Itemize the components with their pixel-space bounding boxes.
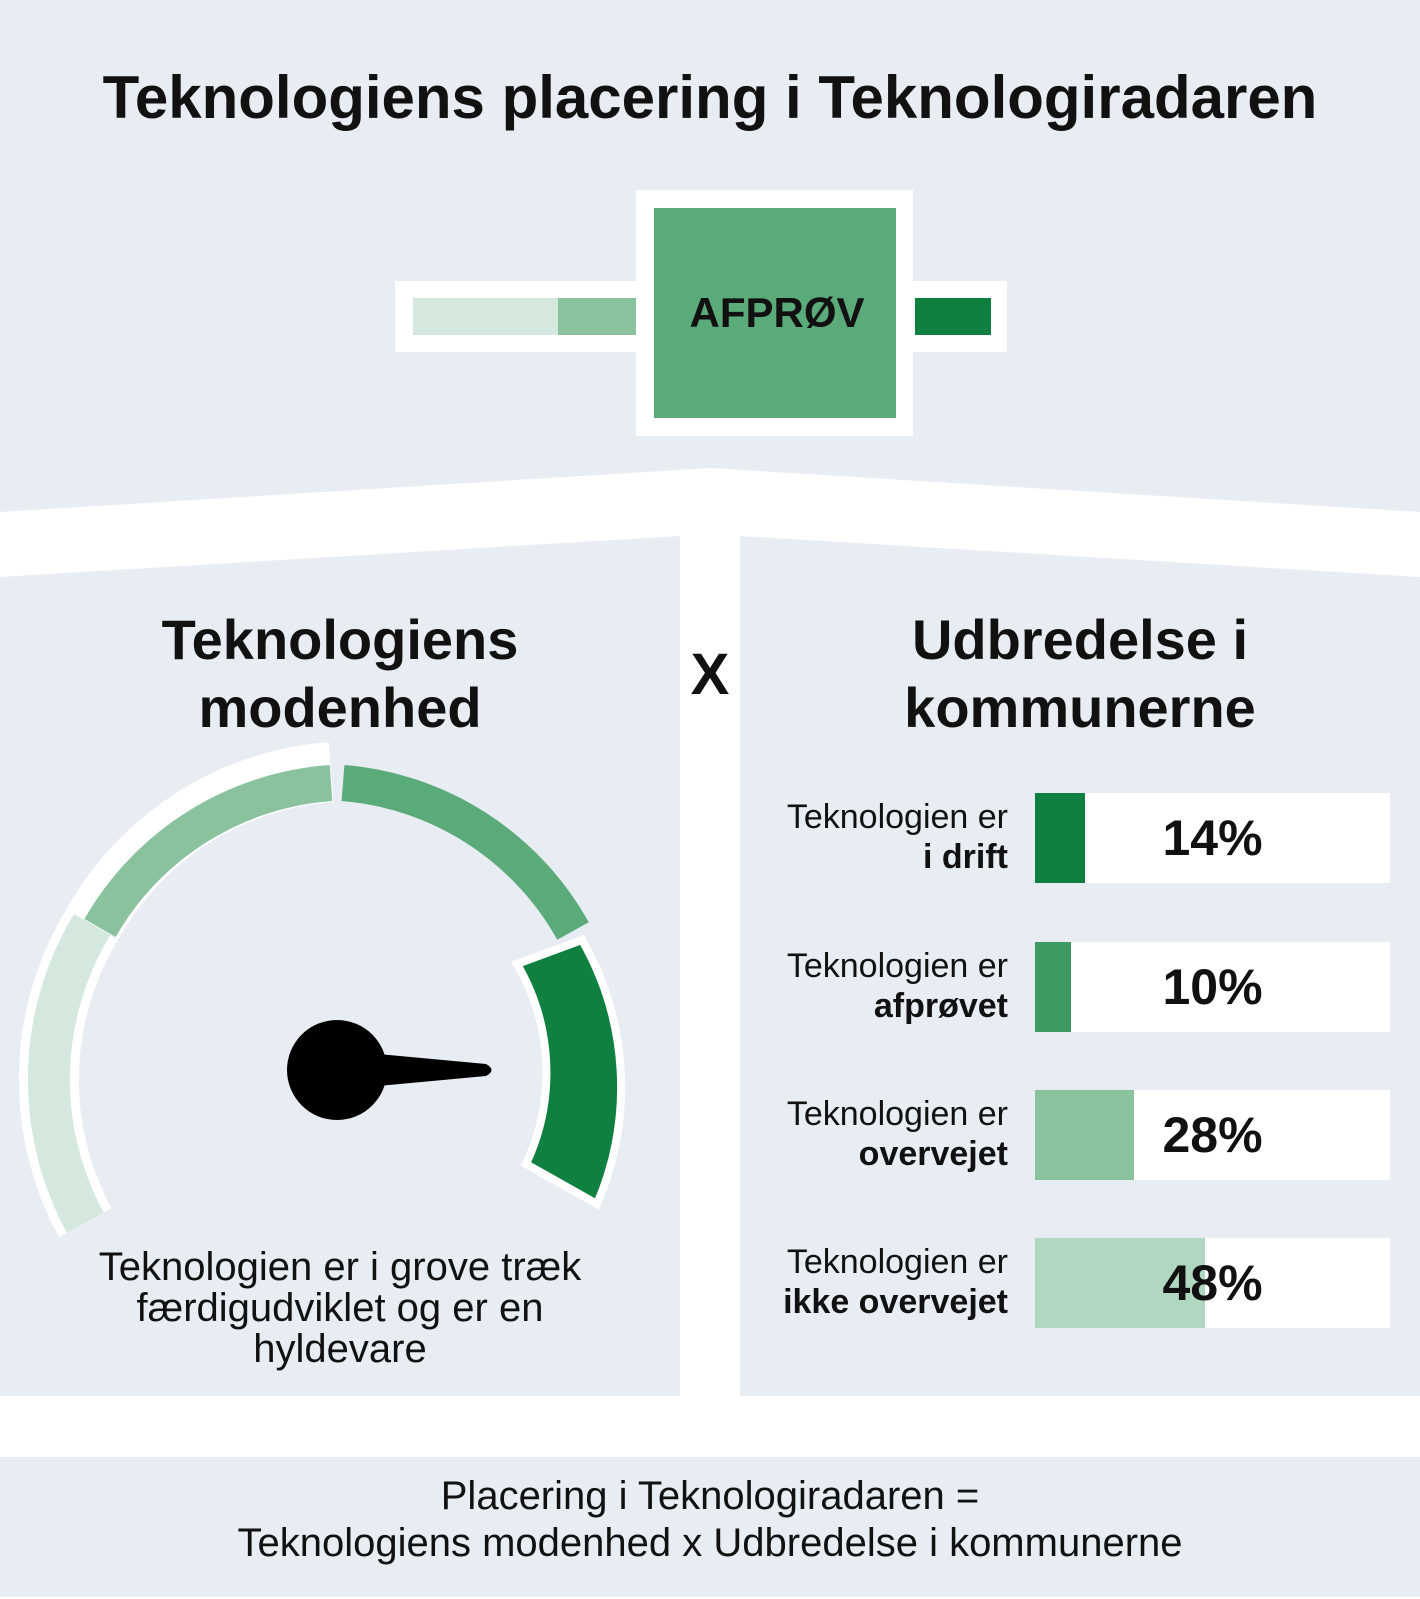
bar-label-line-2: ikke overvejet [783, 1283, 1008, 1321]
bar-track [1035, 1090, 1390, 1180]
adoption-bar-drift [740, 793, 1390, 883]
maturity-heading [40, 606, 640, 742]
bar-label-line-2: i drift [923, 838, 1008, 876]
adoption-heading [760, 606, 1400, 742]
bar-track [1035, 793, 1390, 883]
stage-segment-4 [915, 298, 991, 335]
stage-label: AFPRØV [689, 289, 865, 336]
adoption-heading-line-1: Udbredelse i [911, 608, 1249, 671]
bar-label [787, 946, 1008, 1026]
maturity-caption-line-2: færdigudviklet og er en [136, 1286, 544, 1330]
maturity-caption-line-3: hyldevare [253, 1327, 427, 1371]
footer-divider [0, 1396, 1420, 1457]
formula-text [0, 1473, 1420, 1567]
bar-label [787, 1094, 1008, 1174]
maturity-heading-line-1: Teknologiens [161, 608, 519, 671]
bar-label [783, 1242, 1008, 1322]
needle-hub [287, 1020, 387, 1120]
maturity-caption [40, 1247, 640, 1370]
bar-label [787, 797, 1008, 877]
adoption-bar-overvejet [740, 1090, 1390, 1180]
stage-segment-2 [558, 298, 638, 335]
formula-line-2: Teknologiens modenhed x Udbredelse i kommunerne [237, 1521, 1183, 1565]
bar-label-line-2: overvejet [858, 1135, 1008, 1173]
formula-footer [0, 1457, 1420, 1597]
bar-label-line-1: Teknologien er [786, 1243, 1008, 1281]
bar-track [1035, 1238, 1390, 1328]
adoption-bar-afproevet [740, 942, 1390, 1032]
stage-segment-1 [413, 298, 558, 335]
bar-label-line-1: Teknologien er [786, 947, 1008, 985]
bar-label-line-1: Teknologien er [786, 1095, 1008, 1133]
bar-value: 10% [1162, 959, 1263, 1015]
multiply-sign: X [690, 642, 730, 707]
formula-line-1: Placering i Teknologiradaren = [440, 1474, 980, 1518]
bar-track [1035, 942, 1390, 1032]
bar-label-line-2: afprøvet [873, 987, 1008, 1025]
bar-label-line-1: Teknologien er [786, 798, 1008, 836]
bar-value: 14% [1162, 810, 1263, 866]
maturity-heading-line-2: modenhed [198, 676, 482, 739]
adoption-bar-ikke-overvejet [740, 1238, 1390, 1328]
adoption-heading-line-2: kommunerne [904, 676, 1256, 739]
bar-value: 48% [1162, 1255, 1263, 1311]
maturity-caption-line-1: Teknologien er i grove træk [98, 1245, 582, 1289]
bar-value: 28% [1162, 1107, 1263, 1163]
page-title: Teknologiens placering i Teknologiradaren [102, 64, 1318, 131]
